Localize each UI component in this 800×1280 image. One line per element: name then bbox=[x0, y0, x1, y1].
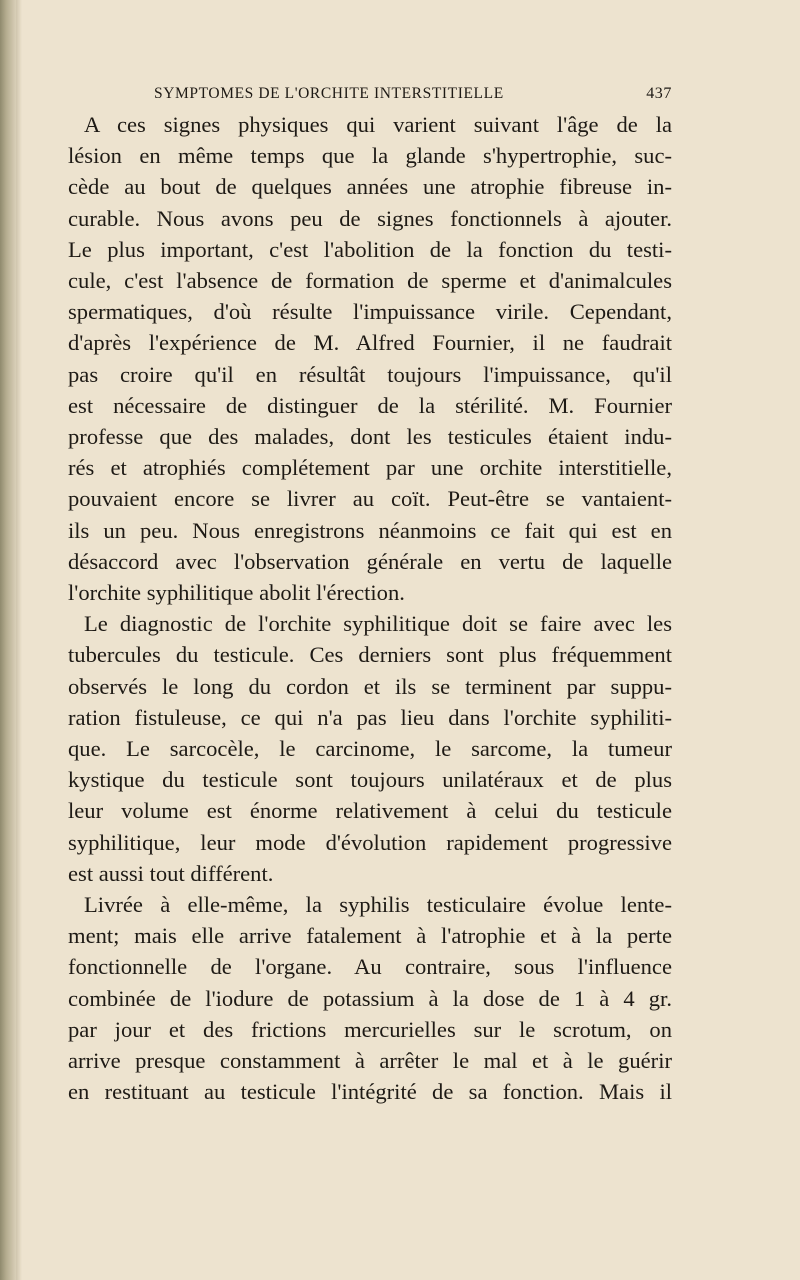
text-line: Le plus important, c'est l'abolition de la fonction du testi- bbox=[68, 236, 672, 262]
text-line: rés et atrophiés complétement par une orchite interstitielle, bbox=[68, 455, 672, 481]
text-line: ment; mais elle arrive fatalement à l'atrophie et à la perte bbox=[68, 923, 672, 949]
text-line: ils un peu. Nous enregistrons néanmoins ce fait qui est en bbox=[68, 517, 672, 543]
text-line: spermatiques, d'où résulte l'impuissance virile. Cependant, bbox=[68, 299, 672, 325]
page-number: 437 bbox=[646, 85, 672, 102]
text-line: Livrée à elle-même, la syphilis testiculaire évolue lente- bbox=[84, 892, 672, 918]
text-line: Le diagnostic de l'orchite syphilitique doit se faire avec les bbox=[84, 611, 672, 637]
text-line: cède au bout de quelques années une atrophie fibreuse in- bbox=[68, 174, 672, 200]
gutter-shadow bbox=[16, 0, 22, 1280]
text-line: lésion en même temps que la glande s'hypertrophie, suc- bbox=[68, 143, 672, 169]
text-line: arrive presque constamment à arrêter le mal et à le guérir bbox=[68, 1048, 672, 1074]
text-line: leur volume est énorme relativement à celui du testicule bbox=[68, 798, 672, 824]
text-line: pouvaient encore se livrer au coït. Peut-être se vantaient- bbox=[68, 486, 672, 512]
body-text bbox=[68, 109, 672, 1108]
text-line: combinée de l'iodure de potassium à la dose de 1 à 4 gr. bbox=[68, 985, 672, 1011]
text-line: ration fistuleuse, ce qui n'a pas lieu dans l'orchite syphiliti- bbox=[68, 704, 672, 730]
text-line: tubercules du testicule. Ces derniers sont plus fréquemment bbox=[68, 642, 672, 668]
text-line: professe que des malades, dont les testicules étaient indu- bbox=[68, 424, 672, 450]
text-line: en restituant au testicule l'intégrité de sa fonction. Mais il bbox=[68, 1079, 672, 1105]
text-line: d'après l'expérience de M. Alfred Fournier, il ne faudrait bbox=[68, 330, 672, 356]
text-line: kystique du testicule sont toujours unilatéraux et de plus bbox=[68, 767, 672, 793]
text-line: syphilitique, leur mode d'évolution rapidement progressive bbox=[68, 829, 672, 855]
text-line: l'orchite syphilitique abolit l'érection. bbox=[68, 580, 405, 606]
text-line: A ces signes physiques qui varient suivant l'âge de la bbox=[84, 112, 672, 137]
text-line: observés le long du cordon et ils se terminent par suppu- bbox=[68, 673, 672, 699]
text-line: est nécessaire de distinguer de la stérilité. M. Fournier bbox=[68, 392, 672, 418]
text-line: désaccord avec l'observation générale en vertu de laquelle bbox=[68, 548, 672, 574]
book-page bbox=[68, 82, 672, 1108]
text-line: curable. Nous avons peu de signes fonctionnels à ajouter. bbox=[68, 205, 672, 231]
text-line: cule, c'est l'absence de formation de sperme et d'animalcules bbox=[68, 268, 672, 294]
book-gutter bbox=[0, 0, 16, 1280]
text-line: pas croire qu'il en résultât toujours l'impuissance, qu'il bbox=[68, 361, 672, 387]
text-line: fonctionnelle de l'organe. Au contraire, sous l'influence bbox=[68, 954, 672, 980]
text-line: est aussi tout différent. bbox=[68, 860, 274, 886]
text-line: que. Le sarcocèle, le carcinome, le sarcome, la tumeur bbox=[68, 736, 672, 762]
running-head bbox=[68, 82, 672, 106]
text-line: par jour et des frictions mercurielles sur le scrotum, on bbox=[68, 1016, 672, 1042]
running-head-title: SYMPTOMES DE L'ORCHITE INTERSTITIELLE bbox=[154, 85, 504, 102]
